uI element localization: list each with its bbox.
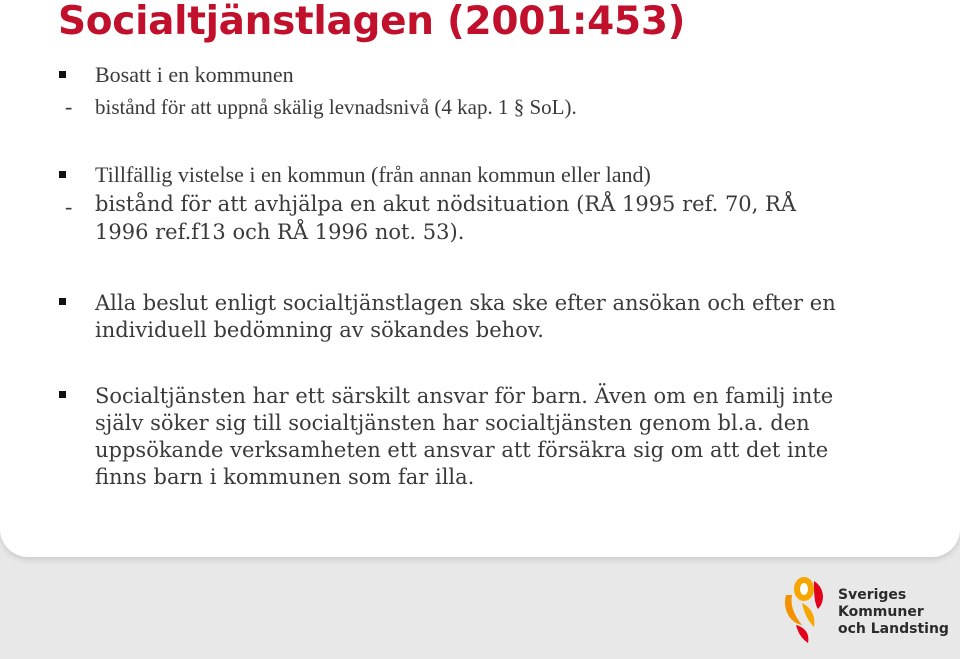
square-bullet-icon xyxy=(59,171,66,178)
bullet-item-3 xyxy=(58,290,898,344)
bullet-text: Socialtjänsten har ett särskilt ansvar för barn. Även om en familj inte själv söker sig till socialtjänsten har socialtjänsten genom bl.a. den uppsökande verksamheten ett ansvar att försäkra sig om att det inte finns barn i kommunen som far illa. xyxy=(95,384,834,489)
square-bullet-icon xyxy=(59,391,66,398)
skl-logo xyxy=(780,575,950,645)
logo-line-2: Kommuner xyxy=(838,604,924,620)
bullet-item-4 xyxy=(58,383,898,491)
logo-line-3: och Landsting xyxy=(838,621,949,637)
bullet-item-2 xyxy=(58,160,898,246)
bullet-text: Alla beslut enligt socialtjänstlagen ska ske efter ansökan och efter en individuell bedömning av sökandes behov. xyxy=(95,291,836,342)
sub-text: bistånd för att avhjälpa en akut nödsituation (RÅ 1995 ref. 70, RÅ 1996 ref.f13 och RÅ 1996 not. 53). xyxy=(95,192,796,244)
sub-item xyxy=(65,190,898,246)
bullet-text: Tillfällig vistelse i en kommun (från annan kommun eller land) xyxy=(95,162,651,187)
sub-text: bistånd för att uppnå skälig levnadsnivå (4 kap. 1 § SoL). xyxy=(95,95,577,119)
dash-marker: - xyxy=(65,194,73,219)
logo-line-1: Sveriges xyxy=(838,587,907,603)
bullet-item-1 xyxy=(58,60,898,124)
square-bullet-icon xyxy=(59,71,66,78)
slide-title: Socialtjänstlagen (2001:453) xyxy=(58,0,686,44)
skl-figure-logo-icon xyxy=(780,575,834,645)
dash-marker: - xyxy=(65,94,73,119)
sub-item xyxy=(65,90,898,124)
square-bullet-icon xyxy=(59,298,66,305)
skl-logo-text xyxy=(838,587,949,638)
bullet-text: Bosatt i en kommunen xyxy=(95,62,294,87)
